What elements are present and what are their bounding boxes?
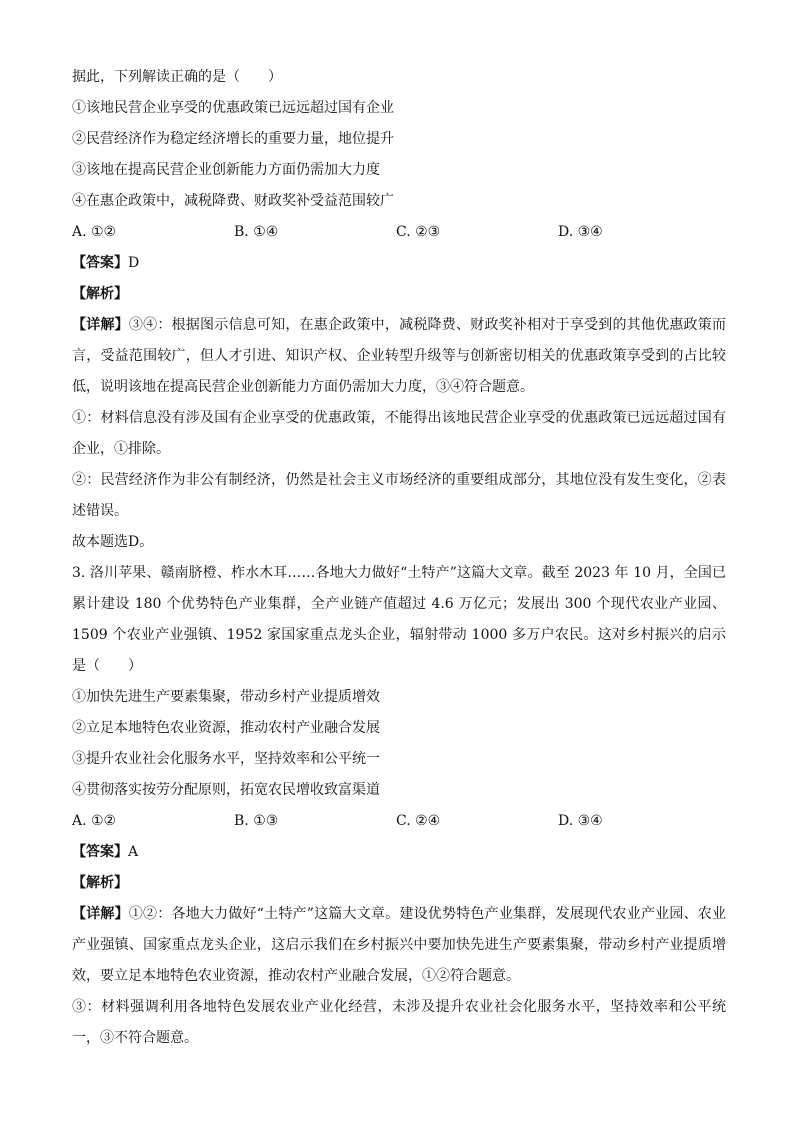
- q3-choices: [72, 806, 726, 837]
- answer-tag: 【答案】: [72, 255, 128, 271]
- q2-conclusion: 故本题选D。: [72, 534, 154, 550]
- q2-option-4: ④在惠企政策中，减税降费、财政奖补受益范围较广: [72, 193, 394, 209]
- q3-choice-a: A. ①②: [72, 813, 117, 829]
- q2-choice-a: A. ①②: [72, 224, 117, 240]
- q2-choice-c: C. ②③: [396, 224, 441, 240]
- q3-choice-c: C. ②④: [396, 813, 441, 829]
- detail-text: ①②：各地大力做好“土特产”这篇大文章。建设优势特色产业集群，发展现代农业产业园、农业产业强镇、国家重点龙头企业，这启示我们在乡村振兴中要加快先进生产要素集聚，带动乡村产业提质增效，要立足本地特色农业资源，推动农村产业融合发展，①②符合题意。: [72, 906, 727, 984]
- q3-option-1: ①加快先进生产要素集聚，带动乡村产业提质增效: [72, 689, 380, 705]
- q3-choice-d: D. ③④: [558, 813, 603, 829]
- q3-option-3: ③提升农业社会化服务水平，坚持效率和公平统一: [72, 751, 380, 767]
- q2-explanation-1: ①：材料信息没有涉及国有企业享受的优惠政策，不能得出该地民营企业享受的优惠政策已远远超过国有企业，①排除。: [72, 410, 726, 457]
- detail-tag: 【详解】: [72, 906, 129, 922]
- q3-stem: 3. 洛川苹果、赣南脐橙、柞水木耳……各地大力做好“土特产”这篇大文章。截至 2023 年 10 月，全国已累计建设 180 个优势特色产业集群，全产业链产值超过 4.6 万亿元；发展出 300 个现代农业产业园、1509 个农业产业强镇、1952 家国家重点龙头企业，辐射带动 1000 多万户农民。这对乡村振兴的启示是（ ）: [72, 565, 726, 674]
- document-content: [72, 62, 726, 1054]
- q3-choice-b: B. ①③: [234, 813, 279, 829]
- answer-value: D: [128, 255, 140, 271]
- q3-explanation-3: ③：材料强调利用各地特色发展农业产业化经营，未涉及提升农业社会化服务水平，坚持效率和公平统一，③不符合题意。: [72, 999, 726, 1046]
- q2-detail: [72, 310, 726, 403]
- q3-detail: [72, 899, 726, 992]
- q3-option-2: ②立足本地特色农业资源，推动农村产业融合发展: [72, 720, 380, 736]
- q2-option-3: ③该地在提高民营企业创新能力方面仍需加大力度: [72, 162, 380, 178]
- q2-choice-b: B. ①④: [234, 224, 279, 240]
- q2-choice-d: D. ③④: [558, 224, 603, 240]
- q3-option-4: ④贯彻落实按劳分配原则，拓宽农民增收致富渠道: [72, 782, 380, 798]
- q2-explanation-2: ②：民营经济作为非公有制经济，仍然是社会主义市场经济的重要组成部分，其地位没有发生变化，②表述错误。: [72, 472, 726, 519]
- q3-answer: [72, 837, 726, 868]
- q2-analysis-tag: 【解析】: [72, 286, 128, 302]
- detail-tag: 【详解】: [72, 317, 129, 333]
- answer-tag: 【答案】: [72, 844, 128, 860]
- q2-option-2: ②民营经济作为稳定经济增长的重要力量，地位提升: [72, 131, 394, 147]
- q2-stem-tail: 据此，下列解读正确的是（ ）: [72, 69, 282, 85]
- q2-option-1: ①该地民营企业享受的优惠政策已远远超过国有企业: [72, 100, 394, 116]
- q2-choices: [72, 217, 726, 248]
- q2-answer: [72, 248, 726, 279]
- detail-text: ③④：根据图示信息可知，在惠企政策中，减税降费、财政奖补相对于享受到的其他优惠政策而言，受益范围较广，但人才引进、知识产权、企业转型升级等与创新密切相关的优惠政策享受到的占比较低，说明该地在提高民营企业创新能力方面仍需加大力度，③④符合题意。: [72, 317, 726, 395]
- q3-analysis-tag: 【解析】: [72, 875, 128, 891]
- answer-value: A: [128, 844, 139, 860]
